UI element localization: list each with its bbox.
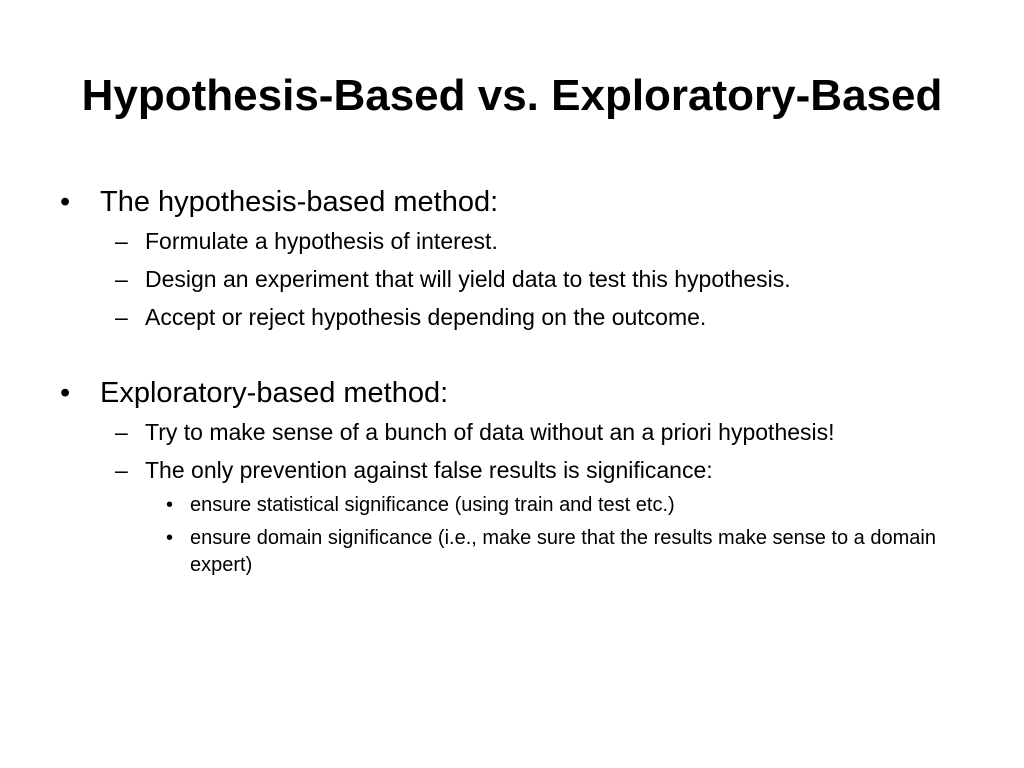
dash-marker: –	[115, 304, 128, 330]
bullet-marker: •	[166, 527, 174, 549]
sub-sub-bullet-statistical	[60, 492, 980, 519]
bullet-marker: •	[60, 377, 71, 409]
sub-sub-bullet-text: ensure statistical significance (using train and test etc.)	[190, 494, 675, 516]
sub-bullet-formulate	[60, 227, 980, 256]
sub-sub-bullet-domain	[60, 525, 980, 579]
dash-marker: –	[115, 228, 128, 254]
sub-bullet-text: Design an experiment that will yield data to test this hypothesis.	[145, 266, 791, 292]
sub-bullet-accept	[60, 303, 980, 332]
bullet-text: Exploratory-based method:	[100, 377, 449, 409]
bullet-marker: •	[166, 494, 174, 516]
dash-marker: –	[115, 266, 128, 292]
sub-bullet-prevention	[60, 456, 980, 485]
sub-bullet-text: Formulate a hypothesis of interest.	[145, 228, 498, 254]
sub-bullet-make-sense	[60, 418, 980, 447]
bullet-hypothesis-method	[60, 181, 980, 223]
dash-marker: –	[115, 457, 128, 483]
slide-body	[60, 181, 980, 579]
slide-title: Hypothesis-Based vs. Exploratory-Based	[81, 71, 943, 120]
sub-sub-bullet-text: ensure domain significance (i.e., make sure that the results make sense to a domain expert)	[190, 527, 936, 576]
bullet-marker: •	[60, 186, 71, 218]
sub-bullet-text: Accept or reject hypothesis depending on the outcome.	[145, 304, 707, 330]
bullet-text: The hypothesis-based method:	[100, 186, 499, 218]
sub-bullet-text: The only prevention against false results is significance:	[145, 457, 713, 483]
dash-marker: –	[115, 419, 128, 445]
bullet-exploratory-method	[60, 372, 980, 414]
sub-bullet-text: Try to make sense of a bunch of data without an a priori hypothesis!	[145, 419, 835, 445]
sub-bullet-design	[60, 265, 980, 294]
